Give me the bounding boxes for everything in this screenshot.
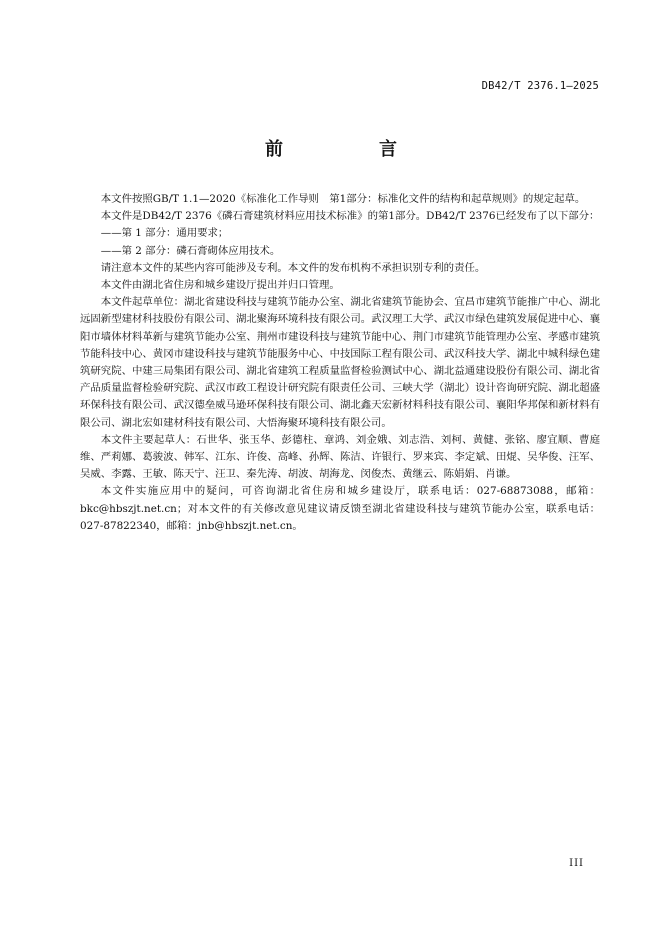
paragraph-drafting-rules: 本文件按照GB/T 1.1—2020《标准化工作导则 第1部分：标准化文件的结构和起草规则》的规定起草。 (100, 193, 586, 205)
page-title: 前 言 (265, 139, 417, 160)
paragraph-contact-info: 本文件实施应用中的疑问，可咨询湖北省住房和城乡建设厅，联系电话：027-68873088，邮箱：bkc@hbszjt.net.cn；对本文件的有关修改意见建议请反馈至湖北省建设科技与建筑节能办公室，联系电话：027-87822340，邮箱：jnb@hbszjt.net.cn。 (80, 485, 600, 532)
document-code: DB42/T 2376.1—2025 (481, 80, 599, 92)
paragraph-series-parts: 本文件是DB42/T 2376《磷石膏建筑材料应用技术标准》的第1部分。DB42/T 2376已经发布了以下部分： (100, 210, 600, 223)
list-item-part-1: ——第 1 部分：通用要求； (100, 227, 229, 240)
foreword-body (80, 191, 600, 535)
paragraph-patent-notice: 请注意本文件的某些内容可能涉及专利。本文件的发布机构不承担识别专利的责任。 (100, 261, 486, 274)
page-number: III (569, 858, 584, 869)
list-item-part-2: ——第 2 部分：磷石膏砌体应用技术。 (100, 244, 281, 257)
paragraph-proposer: 本文件由湖北省住房和城乡建设厅提出并归口管理。 (100, 279, 340, 292)
paragraph-drafting-units: 本文件起草单位：湖北省建设科技与建筑节能办公室、湖北省建筑节能协会、宜昌市建筑节能推广中心、湖北远固新型建材科技股份有限公司、湖北聚海环境科技有限公司。武汉理工大学、武汉市绿色建筑发展促进中心、襄阳市墙体材料革新与建筑节能办公室、荆州市建设科技与建筑节能中心、荆门市建筑节能管理办公室、孝感市建筑节能科技中心、黄冈市建设科技与建筑节能服务中心、中技国际工程有限公司、武汉科技大学、湖北中城科绿色建筑研究院、中建三局集团有限公司、湖北省建筑工程质量监督检验测试中心、湖北益通建设股份有限公司、湖北省产品质量监督检验研究院、武汉市政工程设计研究院有限责任公司、三峡大学（湖北）设计咨询研究院、湖北超盛环保科技有限公司、武汉德垒威马逊环保科技有限公司、湖北鑫天宏新材料科技有限公司、襄阳华邦保和新材料有限公司、湖北宏如建材科技有限公司、大悟海聚环境科技有限公司。 (80, 296, 600, 429)
paragraph-drafters: 本文件主要起草人：石世华、张玉华、彭德柱、章鸿、刘金娥、刘志浩、刘柯、黄健、张铭、廖宜顺、曹庭维、严莉娜、葛骏波、韩军、江东、许俊、高峰、孙辉、陈洁、许银行、罗来宾、李定斌、田焜、吴华俊、汪军、吴威、李露、王敏、陈天宁、汪卫、秦先涛、胡波、胡海龙、闵俊杰、黄继云、陈娟娟、肖谦。 (80, 433, 600, 481)
